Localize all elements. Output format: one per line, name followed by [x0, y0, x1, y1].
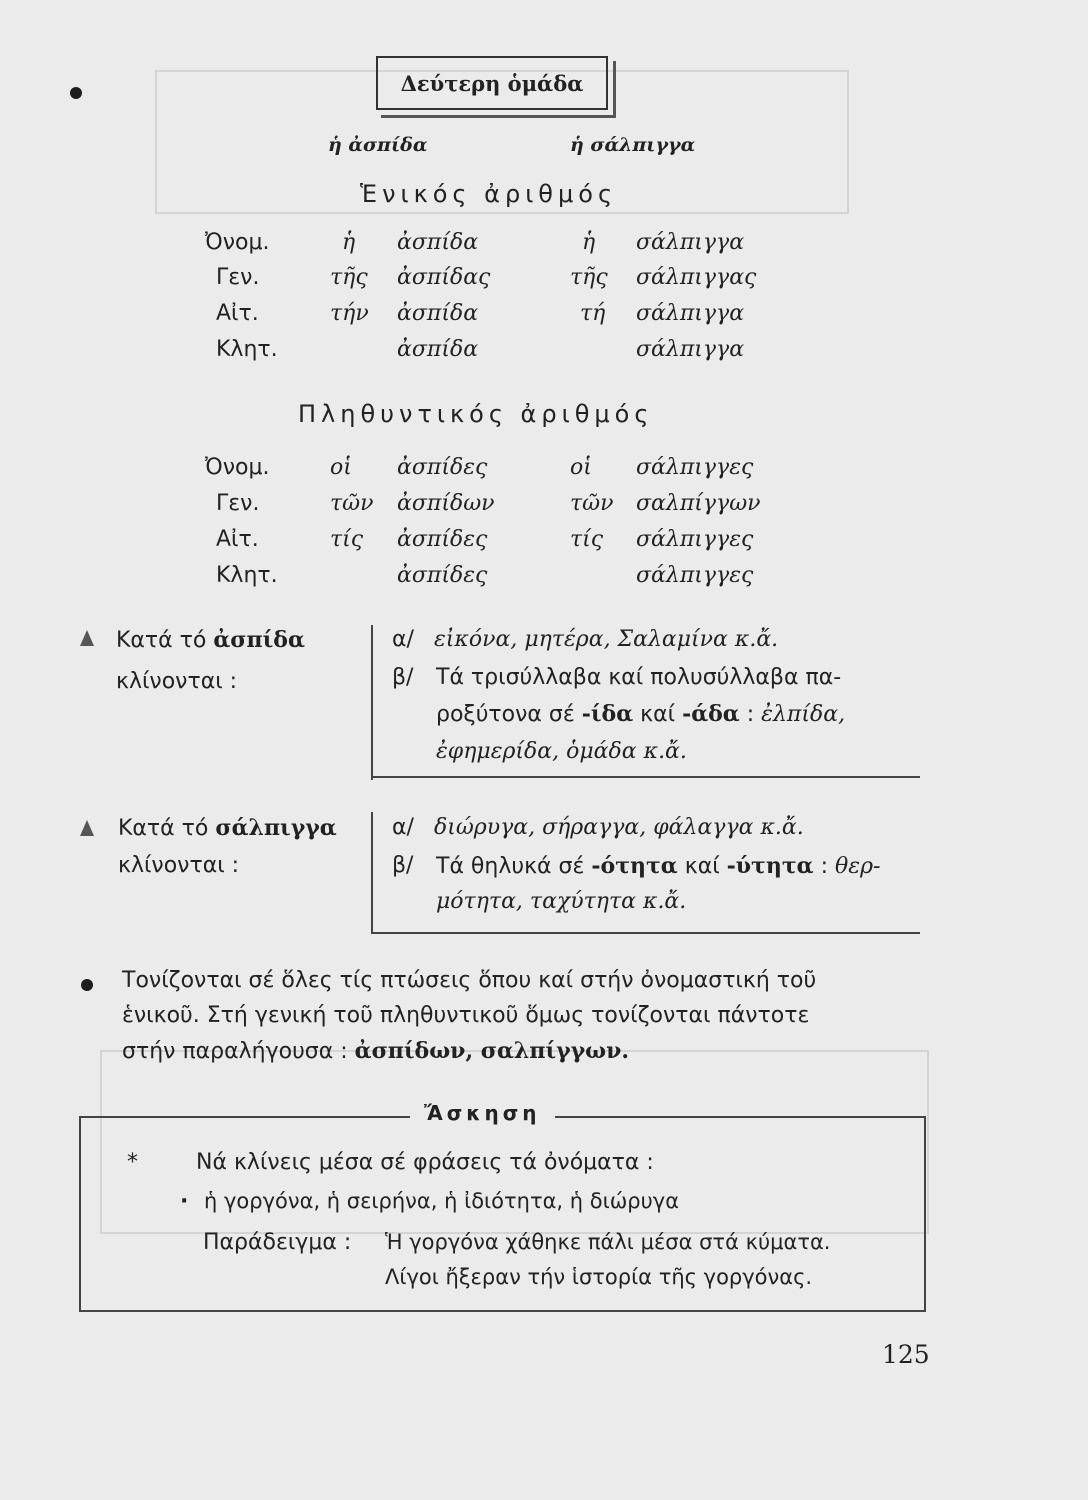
- noun-form: ἀσπίδας: [397, 265, 491, 290]
- exercise-instruction: Νά κλίνεις μέσα σέ φράσεις τά ὀνόματα :: [196, 1150, 654, 1175]
- article: τῶν: [570, 491, 614, 516]
- noun-form: σάλπιγγας: [636, 265, 757, 290]
- noun-form: σάλπιγγες: [636, 527, 754, 552]
- rule2-examples: θερ-: [835, 854, 881, 879]
- noun-form: σάλπιγγα: [636, 337, 745, 362]
- rule2-colon: :: [820, 854, 829, 879]
- article: τῆς: [330, 265, 368, 290]
- noun-form: ἀσπίδες: [397, 455, 488, 480]
- noun-form: σαλπίγγων: [636, 491, 761, 516]
- noun-form: ἀσπίδες: [397, 563, 488, 588]
- case-label: Γεν.: [216, 265, 260, 290]
- rule1-label-suffix: κλίνονται :: [116, 669, 238, 694]
- rule1-b-line2: [436, 701, 845, 727]
- noun-form: ἀσπίδα: [397, 230, 479, 255]
- noun-form: σάλπιγγες: [636, 455, 754, 480]
- case-label: Ὀνομ.: [205, 455, 270, 480]
- exercise-dot: ·: [180, 1189, 189, 1214]
- noun-form: ἀσπίδες: [397, 527, 488, 552]
- rule1-b-line3: ἐφημερίδα, ὁμάδα κ.ἄ.: [436, 739, 687, 764]
- rule2-a-marker: α/: [392, 815, 414, 840]
- accent-note-line3-pre: στήν παραλήγουσα :: [122, 1039, 348, 1064]
- rule2-underline: [372, 932, 920, 934]
- accent-note-line3: [122, 1038, 629, 1064]
- case-label: Αἰτ.: [216, 301, 259, 326]
- rule1-label-prefix: Κατά τό: [116, 628, 207, 653]
- exercise-title: Ἄσκηση: [410, 1101, 555, 1125]
- exercise-example-2: Λίγοι ἤξεραν τήν ἱστορία τῆς γοργόνας.: [385, 1265, 813, 1289]
- article: τή: [580, 301, 606, 326]
- article: τίς: [330, 527, 364, 552]
- accent-note-line2: ἑνικοῦ. Στή γενική τοῦ πληθυντικοῦ ὅμως τονίζονται πάντοτε: [122, 1003, 810, 1028]
- rule1-b-marker: β/: [392, 665, 414, 690]
- plural-heading: Πληθυντικός ἀριθμός: [298, 400, 654, 428]
- article: τῆς: [570, 265, 608, 290]
- rule1-and: καί: [640, 702, 676, 727]
- triangle-icon: [80, 820, 94, 836]
- rule1-ending-ida: -ίδα: [581, 701, 634, 727]
- article: οἱ: [330, 455, 352, 480]
- rule1-divider: [371, 625, 373, 780]
- rule1-underline: [372, 776, 920, 778]
- rule1-a-marker: α/: [392, 627, 414, 652]
- rule1-b-line1: Τά τρισύλλαβα καί πολυσύλλαβα πα-: [436, 665, 842, 690]
- rule1-colon: :: [746, 702, 755, 727]
- noun-header-salpigga: ἡ σάλπιγγα: [570, 134, 696, 156]
- rule1-label-word: ἀσπίδα: [213, 627, 305, 653]
- rule2-b-line2: μότητα, ταχύτητα κ.ἄ.: [436, 889, 687, 914]
- rule2-divider: [371, 812, 373, 934]
- rule1-b-line2-pre: ροξύτονα σέ: [436, 702, 575, 727]
- case-label: Κλητ.: [216, 337, 278, 362]
- rule2-b-line1: [436, 853, 880, 879]
- article: τῶν: [330, 491, 374, 516]
- exercise-star: *: [127, 1150, 138, 1175]
- rule2-b-pre: Τά θηλυκά σέ: [436, 854, 585, 879]
- rule2-label-prefix: Κατά τό: [118, 816, 209, 841]
- page-number: 125: [882, 1340, 930, 1369]
- accent-note-examples: ἀσπίδων, σαλπίγγων.: [354, 1038, 630, 1064]
- article: ἡ: [582, 230, 596, 255]
- noun-form: ἀσπίδα: [397, 301, 479, 326]
- singular-heading: Ἑνικός ἀριθμός: [360, 180, 618, 208]
- article: οἱ: [570, 455, 592, 480]
- rule2-label-word: σάλπιγγα: [215, 815, 337, 841]
- noun-form: σάλπιγγες: [636, 563, 754, 588]
- noun-form: σάλπιγγα: [636, 301, 745, 326]
- noun-form: σάλπιγγα: [636, 230, 745, 255]
- case-label: Ὀνομ.: [205, 230, 270, 255]
- rule2-ending-otita: -ότητα: [591, 853, 678, 879]
- rule2-and: καί: [684, 854, 720, 879]
- group-title: Δεύτερη ὁμάδα: [376, 56, 608, 110]
- triangle-icon: [80, 630, 94, 646]
- noun-form: ἀσπίδα: [397, 337, 479, 362]
- article: τίς: [570, 527, 604, 552]
- rule2-b-marker: β/: [392, 853, 414, 878]
- rule1-examples: ἐλπίδα,: [761, 702, 846, 727]
- rule2-label: [118, 815, 337, 841]
- bullet-icon: [81, 979, 93, 991]
- case-label: Γεν.: [216, 491, 260, 516]
- rule1-ending-ada: -άδα: [682, 701, 740, 727]
- rule1-a-text: εἰκόνα, μητέρα, Σαλαμίνα κ.ἄ.: [434, 627, 779, 652]
- case-label: Αἰτ.: [216, 527, 259, 552]
- rule2-label-suffix: κλίνονται :: [118, 853, 240, 878]
- exercise-example-1: Ἡ γοργόνα χάθηκε πάλι μέσα στά κύματα.: [385, 1230, 831, 1254]
- noun-header-aspida: ἡ ἀσπίδα: [328, 134, 428, 156]
- rule2-a-text: διώρυγα, σήραγγα, φάλαγγα κ.ἄ.: [434, 815, 804, 840]
- rule2-ending-ytita: -ύτητα: [726, 853, 814, 879]
- article: τήν: [330, 301, 369, 326]
- exercise-words: ἡ γοργόνα, ἡ σειρήνα, ἡ ἰδιότητα, ἡ διώρυγα: [204, 1189, 680, 1213]
- bullet-icon: [70, 87, 82, 99]
- rule1-label: [116, 627, 305, 653]
- case-label: Κλητ.: [216, 563, 278, 588]
- article: ἡ: [342, 230, 356, 255]
- exercise-example-label: Παράδειγμα :: [203, 1230, 352, 1255]
- noun-form: ἀσπίδων: [397, 491, 495, 516]
- accent-note-line1: Τονίζονται σέ ὅλες τίς πτώσεις ὅπου καί στήν ὀνομαστική τοῦ: [122, 968, 817, 993]
